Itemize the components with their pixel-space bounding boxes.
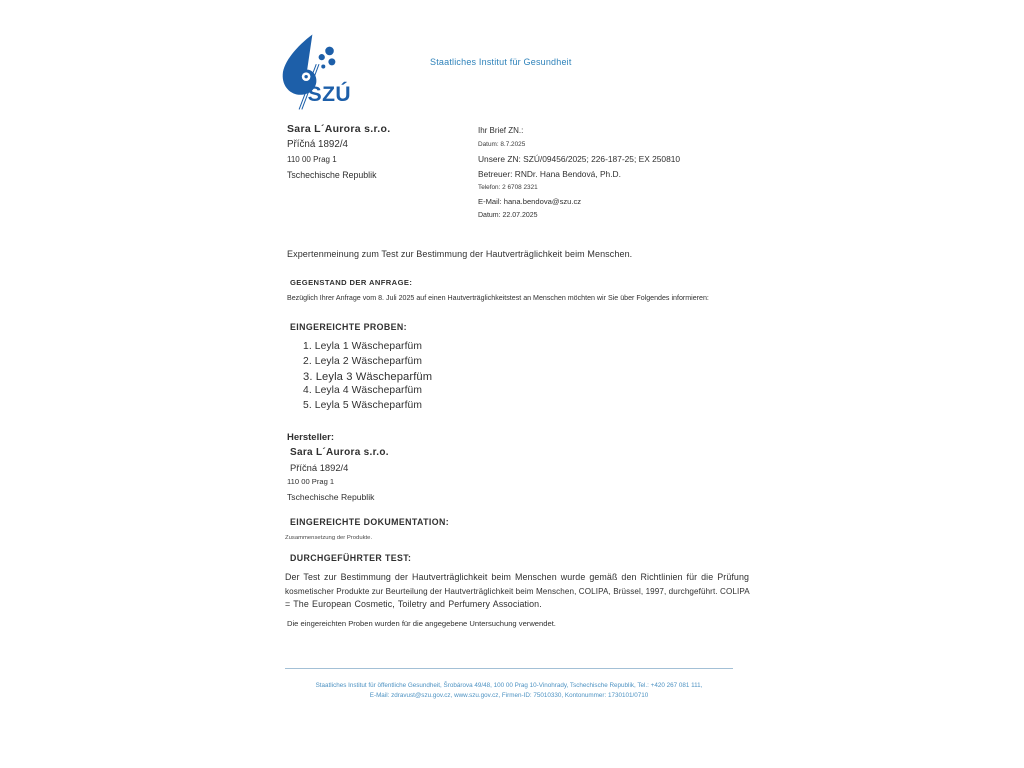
ref-datum: Datum: 22.07.2025 [478, 212, 538, 220]
recipient-city: 110 00 Prag 1 [287, 155, 337, 164]
recipient-name: Sara L´Aurora s.r.o. [287, 123, 391, 135]
anfrage-text: Bezüglich Ihrer Anfrage vom 8. Juli 2025 auf einen Hautverträglichkeitstest an Menschen möchten wir Sie über Folgendes informieren: [287, 294, 709, 302]
ref-ihr-brief-zn: Ihr Brief ZN.: [478, 126, 524, 135]
ref-unsere-zn: Unsere ZN: SZÚ/09456/2025; 226-187-25; EX 250810 [478, 154, 681, 165]
drop-inner-dot [304, 75, 307, 78]
test-paragraph-line: kosmetischer Produkte zur Beurteilung der Hautverträglichkeit beim Menschen, COLIPA, Brüssel, 1997, durchgeführt. COLIPA [285, 586, 750, 596]
ref-email: E-Mail: hana.bendova@szu.cz [478, 197, 582, 207]
molecule-dot-4 [321, 65, 325, 69]
manufacturer-street: Příčná 1892/4 [290, 461, 349, 473]
szu-logo-graphic [278, 33, 360, 111]
ref-brief-datum: Datum: 8.7.2025 [478, 141, 526, 149]
manufacturer-city: 110 00 Prag 1 [287, 477, 335, 487]
test-heading: DURCHGEFÜHRTER TEST: [290, 553, 412, 563]
sample-item: 3. Leyla 3 Wäscheparfüm [303, 370, 433, 383]
molecule-dot-2 [325, 47, 334, 56]
documentation-text: Zusammensetzung der Produkte. [285, 535, 373, 541]
samples-usage-note: Die eingereichten Proben wurden für die angegebene Untersuchung verwendet. [287, 619, 556, 628]
molecule-dot-1 [319, 54, 325, 60]
footer-line1: Staatliches Institut für öffentliche Gesundheit, Šrobárova 49/48, 100 00 Prag 10-Vinohrady, Tschechische Republik, Tel.: +420 267 081 111, [315, 682, 703, 689]
logo-text: SZÚ [307, 82, 351, 106]
footer-divider [285, 668, 733, 669]
sample-item: 2. Leyla 2 Wäscheparfüm [303, 355, 423, 367]
szu-logo [278, 33, 360, 111]
ref-telefon: Telefon: 2 6708 2321 [478, 183, 538, 191]
institute-header: Staatliches Institut für Gesundheit [430, 57, 572, 67]
reference-block [478, 124, 680, 223]
footer [285, 681, 733, 700]
manufacturer-heading: Hersteller: [287, 432, 334, 443]
molecule-dot-3 [328, 58, 335, 65]
samples-heading: EINGEREICHTE PROBEN: [290, 322, 407, 332]
sample-item: 1. Leyla 1 Wäscheparfüm [303, 341, 423, 352]
sample-item: 5. Leyla 5 Wäscheparfüm [303, 400, 423, 412]
test-paragraph-line: = The European Cosmetic, Toiletry and Perfumery Association. [285, 599, 542, 610]
documentation-heading: EINGEREICHTE DOKUMENTATION: [290, 517, 450, 527]
test-paragraph [285, 571, 755, 612]
samples-list [303, 340, 432, 414]
sample-item: 4. Leyla 4 Wäscheparfüm [303, 385, 423, 397]
test-paragraph-line: Der Test zur Bestimmung der Hautverträglichkeit beim Menschen wurde gemäß den Richtlinien für die Prüfung [285, 572, 750, 582]
anfrage-heading: GEGENSTAND DER ANFRAGE: [290, 278, 413, 287]
manufacturer-block [287, 431, 389, 505]
ref-betreuer: Betreuer: RNDr. Hana Bendová, Ph.D. [478, 168, 621, 179]
footer-line2: E-Mail: zdravust@szu.gov.cz, www.szu.gov.cz, Firmen-ID: 75010330, Kontonummer: 1730101/0710 [369, 691, 649, 699]
recipient-country: Tschechische Republik [287, 170, 377, 180]
recipient-address-block [287, 122, 390, 183]
manufacturer-name: Sara L´Aurora s.r.o. [290, 446, 389, 458]
recipient-street: Příčná 1892/4 [287, 139, 349, 150]
manufacturer-country: Tschechische Republik [287, 492, 375, 503]
subject-line: Expertenmeinung zum Test zur Bestimmung der Hautverträglichkeit beim Menschen. [287, 249, 633, 259]
